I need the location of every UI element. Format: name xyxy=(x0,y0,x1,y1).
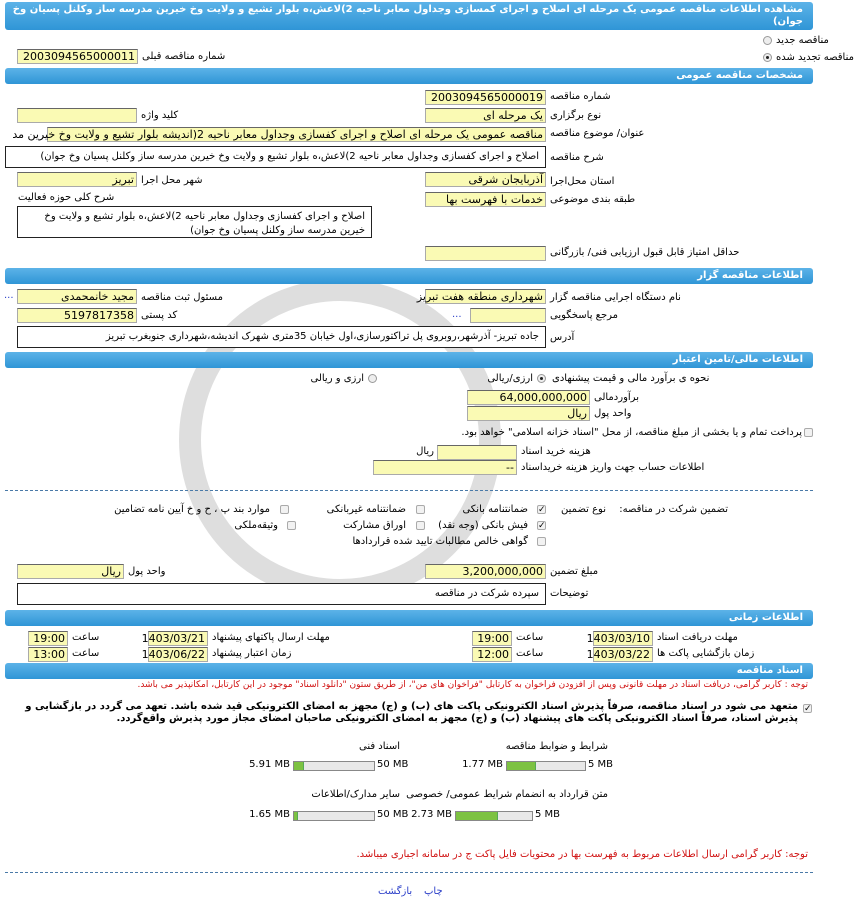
file-size-bar xyxy=(293,811,375,821)
file-size-fill xyxy=(294,762,304,770)
notes-box: سپرده شرکت در مناقصه xyxy=(17,583,546,605)
label-notes: توضیحات xyxy=(550,588,589,599)
checkbox-bonds[interactable] xyxy=(416,521,425,530)
radio-renewed-tender[interactable] xyxy=(763,53,772,62)
file-size-fill xyxy=(456,812,498,820)
checkbox-property[interactable] xyxy=(287,521,296,530)
treasury-checkbox[interactable] xyxy=(804,428,813,437)
address-box: جاده تبریز- آذرشهر،روبروی پل تراکتورسازی،اول خیابان 35متری شهرک اندیشه،شهرداری جنوبغرب تبریز xyxy=(17,326,546,348)
file-size-bar xyxy=(455,811,533,821)
label-guarantee: تضمین شرکت در مناقصه: xyxy=(619,504,728,515)
time2-field: 19:00 xyxy=(28,631,68,646)
label-doc-cost: هزینه خرید اسناد xyxy=(521,446,591,457)
category-field: خدمات با فهرست بها xyxy=(425,192,546,207)
estimate-field: 64,000,000,000 xyxy=(467,390,590,405)
file-size-fill xyxy=(294,812,298,820)
file-size: 1.77 MB xyxy=(462,759,503,770)
file-label-0: شرایط و ضوابط مناقصه xyxy=(505,741,608,752)
section-timing: اطلاعات زمانی xyxy=(5,610,813,626)
label-min-score: حداقل امتیاز قابل قبول ارزیابی فنی/ بازرگانی xyxy=(550,247,740,258)
page-title: مشاهده اطلاعات مناقصه عمومی یک مرحله ای اصلاح و اجرای کمسازی وجداول معابر ناحیه 2)لاعش،ه بلوار تشیع و ولایت وخ خیرین مدرسه ساز وکلنل پسیان وخ جوان) xyxy=(5,2,813,30)
label-renewed: مناقصه تجدید شده xyxy=(776,52,854,63)
responsible-field: مجید خانمحمدی xyxy=(17,289,137,304)
label-currency: واحد پول xyxy=(594,408,632,419)
doc-deadline-field: 1403/03/10 xyxy=(593,631,653,646)
label-g0: ضمانتنامه بانکی xyxy=(462,504,528,515)
time3-field: 12:00 xyxy=(472,647,512,662)
label-time2: ساعت xyxy=(72,632,100,643)
validity-date-field: 1403/06/22 xyxy=(148,647,208,662)
organizer-field: شهرداری منطقه هفت تبریز xyxy=(425,289,546,304)
label-province: استان محل‌اجرا xyxy=(550,176,615,187)
label-prev: شماره مناقصه قبلی xyxy=(142,51,226,62)
guarantee-currency-field: ریال xyxy=(17,564,124,579)
city-field: تبریز xyxy=(17,172,137,187)
file-size-bar xyxy=(506,761,586,771)
label-g-currency: واحد پول xyxy=(128,566,166,577)
responsible-more-button[interactable]: ... xyxy=(4,290,14,301)
file-size: 2.73 MB xyxy=(411,809,452,820)
footer-divider xyxy=(5,872,813,873)
reference-more-button[interactable]: ... xyxy=(452,309,462,320)
opening-date-field: 1403/03/22 xyxy=(593,647,653,662)
label-time4: ساعت xyxy=(72,648,100,659)
label-g4: اوراق مشارکت xyxy=(343,520,406,531)
commit-text: متعهد می شود در اسناد مناقصه، صرفاً پذیرش اسناد الکترونیکی پاکت های (ب) و (ج) مجهز به امضای الکترونیکی قید شده باشد. تعهد می گردد در بازگشایی و پذیرش اسناد، صرفاً اسناد الکترونیکی پاکت های پیشنهاد (ب) و (ج) مجهز به امضای الکترونیکی صاحبان امضای مجاز مورد پذیرش واقع‌گردد. xyxy=(25,701,798,724)
label-g1: ضمانتنامه غیربانکی xyxy=(326,504,406,515)
label-opt2: ارزی و ریالی xyxy=(310,373,364,384)
label-postal: کد پستی xyxy=(141,310,178,321)
documents-note: توجه : کاربر گرامی، دریافت اسناد در مهلت قانونی وپس از افزودن فراخوان به کارتابل "فراخوان های من"، از طریق ستون "دانلود اسناد" موجود در این کارتابل، امکانپذیر می باشد. xyxy=(137,680,808,690)
section-finance: اطلاعات مالی/تامین اعتبار xyxy=(5,352,813,368)
label-g2: موارد بند پ ، ح و خ آیین نامه تضامین xyxy=(114,504,270,515)
subject-field: مناقصه عمومی یک مرحله ای اصلاح و اجرای کفسازی وجداول معابر ناحیه 2(اندیشه بلوار تشیع و ولایت وخ خیرین مد xyxy=(47,127,546,142)
file-label-3: سایر مدارک/اطلاعات xyxy=(311,789,400,800)
label-desc: شرح مناقصه xyxy=(550,152,604,163)
description-box: اصلاح و اجرای کفسازی وجداول معابر ناحیه 2)لاعش،ه بلوار تشیع و ولایت وخ خیرین مدرسه ساز وکلنل پسیان وخ جوان) xyxy=(5,146,546,168)
label-estimate: برآوردمالی xyxy=(594,392,639,403)
postal-field: 5197817358 xyxy=(17,308,137,323)
currency-field: ریال xyxy=(467,406,590,421)
file-max-size: 5 MB xyxy=(588,759,614,770)
label-guarantee-type: نوع تضمین xyxy=(561,504,606,515)
radio-new-tender[interactable] xyxy=(763,36,772,45)
min-score-field xyxy=(425,246,546,261)
label-keyword: کلید واژه xyxy=(141,110,179,121)
time4-field: 13:00 xyxy=(28,647,68,662)
label-method: نحوه ی برآورد مالی و قیمت پیشنهادی xyxy=(552,373,710,384)
file-label-1: اسناد فنی xyxy=(359,741,400,752)
file-max-size: 50 MB xyxy=(377,759,409,770)
label-type: نوع برگزاری xyxy=(550,110,602,121)
label-g6: گواهی خالص مطالبات تایید شده قراردادها xyxy=(352,536,528,547)
file-size-fill xyxy=(507,762,536,770)
label-time1: ساعت xyxy=(516,632,544,643)
label-doc-deadline: مهلت دریافت اسناد xyxy=(657,632,738,643)
label-account: اطلاعات حساب جهت واریز هزینه خریداسناد xyxy=(521,462,705,473)
back-link[interactable]: بازگشت xyxy=(378,886,413,897)
label-resp: مسئول ثبت مناقصه xyxy=(141,292,223,303)
type-field: یک مرحله ای xyxy=(425,108,546,123)
checkbox-regulation-items[interactable] xyxy=(280,505,289,514)
prev-number-field: 2003094565000011 xyxy=(17,49,138,64)
label-city: شهر محل اجرا xyxy=(141,175,203,186)
guarantee-amount-field: 3,200,000,000 xyxy=(425,564,546,579)
label-amount: مبلغ تضمین xyxy=(550,566,599,577)
checkbox-bank-receipt[interactable]: ✓ xyxy=(538,521,546,531)
label-activity: شرح کلی حوزه فعالیت xyxy=(18,192,115,203)
reference-field xyxy=(470,308,546,323)
province-field: آذربایجان شرقی xyxy=(425,172,546,187)
checkbox-bank-guarantee[interactable]: ✓ xyxy=(538,505,546,515)
radio-rial[interactable] xyxy=(537,374,546,383)
activity-box: اصلاح و اجرای کفسازی وجداول معابر ناحیه 2)لاعش،ه بلوار تشیع و ولایت وخ خیرین مدرسه ساز وکلنل پسیان وخ جوان) xyxy=(17,206,372,238)
radio-currency-rial[interactable] xyxy=(368,374,377,383)
price-list-note: توجه: کاربر گرامی ارسال اطلاعات مربوط به فهرست بها در محتویات فایل پاکت ج در سامانه اجباری میباشد. xyxy=(356,849,808,860)
commit-checkbox[interactable]: ✓ xyxy=(804,704,812,714)
file-size: 1.65 MB xyxy=(249,809,290,820)
label-g5: وثیقه‌ملکی xyxy=(234,520,278,531)
checkbox-nonbank-guarantee[interactable] xyxy=(416,505,425,514)
doc-cost-unit: ریال xyxy=(416,446,434,457)
label-address: آدرس xyxy=(550,332,575,343)
account-field: -- xyxy=(373,460,517,475)
label-ref: مرجع پاسخگویی xyxy=(550,310,619,321)
doc-cost-field xyxy=(437,445,517,460)
checkbox-claims-cert[interactable] xyxy=(537,537,546,546)
file-size: 5.91 MB xyxy=(249,759,290,770)
submit-deadline-field: 1403/03/21 xyxy=(148,631,208,646)
label-time3: ساعت xyxy=(516,648,544,659)
file-max-size: 50 MB xyxy=(377,809,409,820)
time1-field: 19:00 xyxy=(472,631,512,646)
file-max-size: 5 MB xyxy=(535,809,561,820)
label-opt1: ارزی/ریالی xyxy=(487,373,533,384)
label-subject: عنوان/ موضوع مناقصه xyxy=(550,128,645,139)
label-new: مناقصه جدید xyxy=(776,35,829,46)
divider xyxy=(5,490,813,491)
file-label-2: متن قرارداد به انضمام شرایط عمومی/ خصوصی xyxy=(406,789,608,800)
section-documents: اسناد مناقصه xyxy=(5,663,813,679)
tender-number-field: 2003094565000019 xyxy=(425,90,546,105)
label-g3: فیش بانکی (وجه نقد) xyxy=(438,520,528,531)
section-organizer: اطلاعات مناقصه گزار xyxy=(5,268,813,284)
label-number: شماره مناقصه xyxy=(550,91,611,102)
label-submit: مهلت ارسال پاکتهای پیشنهاد xyxy=(212,632,330,643)
file-size-bar xyxy=(293,761,375,771)
label-open: زمان بازگشایی پاکت ها xyxy=(657,648,755,659)
section-general: مشخصات مناقصه عمومی xyxy=(5,68,813,84)
print-link[interactable]: چاپ xyxy=(424,886,443,897)
label-org: نام دستگاه اجرایی مناقصه گزار xyxy=(550,292,681,303)
label-validity: زمان اعتبار پیشنهاد xyxy=(212,648,292,659)
label-category: طبقه بندی موضوعی xyxy=(550,194,636,205)
label-treasury: پرداخت تمام و یا بخشی از مبلغ مناقصه، از محل "اسناد خزانه اسلامی" خواهد بود. xyxy=(461,427,802,438)
keyword-field xyxy=(17,108,137,123)
